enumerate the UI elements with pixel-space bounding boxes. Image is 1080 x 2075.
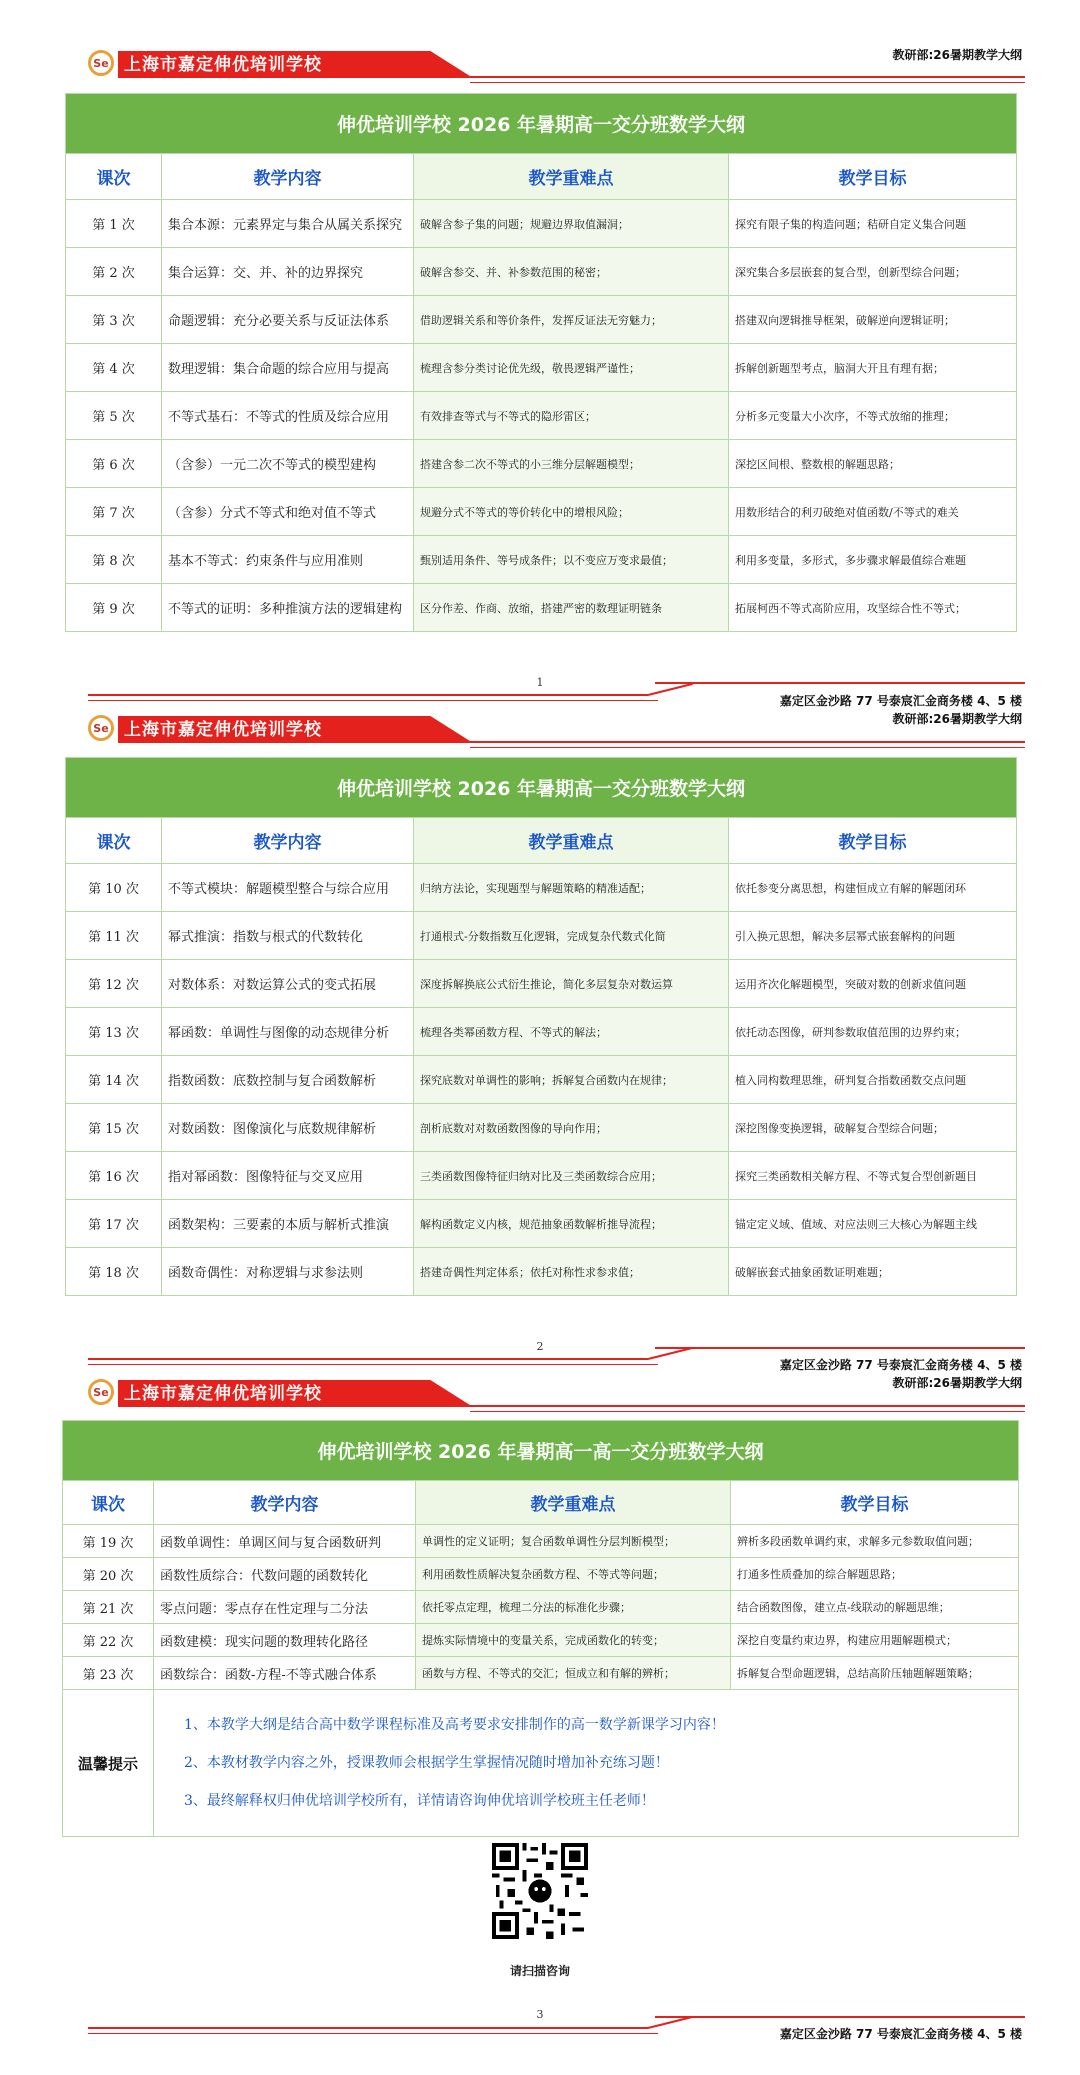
table-row: [66, 488, 1017, 536]
goal-cell: 搭建双向逻辑推导框架，破解逆向逻辑证明；: [729, 296, 1017, 344]
table-row: [66, 864, 1017, 912]
table-row: [63, 1591, 1019, 1624]
goal-cell: 深挖自变量约束边界，构建应用题解题模式；: [731, 1624, 1019, 1657]
tip-item: 3、最终解释权归伸优培训学校所有，详情请咨询伸优培训学校班主任老师！: [184, 1793, 655, 1809]
table-row: [66, 1056, 1017, 1104]
table-row: [66, 536, 1017, 584]
key-cell: 甄别适用条件、等号成条件；以不变应万变求最值；: [414, 536, 729, 584]
table-row: [66, 960, 1017, 1008]
lesson-cell: 第 17 次: [66, 1200, 162, 1248]
lesson-cell: 第 19 次: [63, 1525, 154, 1558]
header-rule: [470, 1411, 1025, 1412]
table-row: [66, 344, 1017, 392]
content-cell: 不等式模块：解题模型整合与综合应用: [162, 864, 414, 912]
lesson-cell: 第 11 次: [66, 912, 162, 960]
table-title: 伸优培训学校 2026 年暑期高一交分班数学大纲: [66, 758, 1017, 818]
tip-item: 1、本教学大纲是结合高中数学课程标准及高考要求安排制作的高一数学新课学习内容！: [184, 1717, 725, 1733]
content-cell: 指数函数：底数控制与复合函数解析: [162, 1056, 414, 1104]
content-cell: 函数奇偶性：对称逻辑与求参法则: [162, 1248, 414, 1296]
tips-box: [154, 1690, 1019, 1837]
goal-cell: 引入换元思想，解决多层幂式嵌套解构的问题: [729, 912, 1017, 960]
footer-rule: [88, 694, 648, 696]
goal-cell: 锚定定义域、值域、对应法则三大核心为解题主线: [729, 1200, 1017, 1248]
key-cell: 梳理各类幂函数方程、不等式的解法；: [414, 1008, 729, 1056]
table-row: [66, 392, 1017, 440]
key-cell: 剖析底数对对数函数图像的导向作用；: [414, 1104, 729, 1152]
school-name: 上海市嘉定伸优培训学校: [124, 720, 322, 740]
header-rule: [455, 76, 1025, 78]
footer-address: 嘉定区金沙路 77 号泰宸汇金商务楼 4、5 楼: [779, 2027, 1022, 2041]
col-header-goals: 教学目标: [731, 1481, 1019, 1525]
goal-cell: 运用齐次化解题模型，突破对数的创新求值问题: [729, 960, 1017, 1008]
footer-rule: [88, 1358, 648, 1360]
goal-cell: 深究集合多层嵌套的复合型，创新型综合问题；: [729, 248, 1017, 296]
key-cell: 破解含参子集的问题；规避边界取值漏洞；: [414, 200, 729, 248]
content-cell: 函数综合：函数-方程-不等式融合体系: [154, 1657, 416, 1690]
lesson-cell: 第 22 次: [63, 1624, 154, 1657]
goal-cell: 分析多元变量大小次序，不等式放缩的推理；: [729, 392, 1017, 440]
qr-code[interactable]: [492, 1843, 588, 1939]
key-cell: 搭建含参二次不等式的小三维分层解题模型；: [414, 440, 729, 488]
header-rule: [470, 82, 1025, 83]
key-cell: 借助逻辑关系和等价条件，发挥反证法无穷魅力；: [414, 296, 729, 344]
goal-cell: 结合函数图像，建立点-线联动的解题思维；: [731, 1591, 1019, 1624]
key-cell: 提炼实际情境中的变量关系，完成函数化的转变；: [416, 1624, 731, 1657]
goal-cell: 探究三类函数相关解方程、不等式复合型创新题目: [729, 1152, 1017, 1200]
tip-item: 2、本教材教学内容之外，授课教师会根据学生掌握情况随时增加补充练习题！: [184, 1755, 669, 1771]
key-cell: 规避分式不等式的等价转化中的增根风险；: [414, 488, 729, 536]
content-cell: 函数单调性：单调区间与复合函数研判: [154, 1525, 416, 1558]
lesson-cell: 第 4 次: [66, 344, 162, 392]
school-logo: Se: [88, 715, 114, 741]
lesson-cell: 第 23 次: [63, 1657, 154, 1690]
goal-cell: 依托参变分离思想，构建恒成立有解的解题闭环: [729, 864, 1017, 912]
lesson-cell: 第 16 次: [66, 1152, 162, 1200]
key-cell: 破解含参交、并、补参数范围的秘密；: [414, 248, 729, 296]
table-title: 伸优培训学校 2026 年暑期高一高一交分班数学大纲: [63, 1421, 1019, 1481]
key-cell: 函数与方程、不等式的交汇；恒成立和有解的辨析；: [416, 1657, 731, 1690]
content-cell: 指对幂函数：图像特征与交叉应用: [162, 1152, 414, 1200]
goal-cell: 拓展柯西不等式高阶应用，攻坚综合性不等式；: [729, 584, 1017, 632]
content-cell: 函数性质综合：代数问题的函数转化: [154, 1558, 416, 1591]
goal-cell: 深挖区间根、整数根的解题思路；: [729, 440, 1017, 488]
goal-cell: 用数形结合的利刃破绝对值函数/不等式的难关: [729, 488, 1017, 536]
goal-cell: 植入同构数理思维，研判复合指数函数交点问题: [729, 1056, 1017, 1104]
footer-rule: [88, 2027, 648, 2029]
lesson-cell: 第 18 次: [66, 1248, 162, 1296]
lesson-cell: 第 14 次: [66, 1056, 162, 1104]
lesson-cell: 第 21 次: [63, 1591, 154, 1624]
header-rule: [455, 1405, 1025, 1407]
school-logo: Se: [88, 50, 114, 76]
content-cell: （含参）一元二次不等式的模型建构: [162, 440, 414, 488]
goal-cell: 拆解创新题型考点，脑洞大开且有理有据；: [729, 344, 1017, 392]
footer-rule: [655, 1347, 1025, 1349]
school-name: 上海市嘉定伸优培训学校: [124, 55, 322, 75]
page-header: [0, 40, 1080, 92]
page-number: 3: [536, 2008, 544, 2021]
content-cell: 对数函数：图像演化与底数规律解析: [162, 1104, 414, 1152]
key-cell: 归纳方法论，实现题型与解题策略的精准适配；: [414, 864, 729, 912]
col-header-content: 教学内容: [162, 154, 414, 200]
table-row: [63, 1624, 1019, 1657]
goal-cell: 辨析多段函数单调约束，求解多元参数取值问题；: [731, 1525, 1019, 1558]
footer-address: 嘉定区金沙路 77 号泰宸汇金商务楼 4、5 楼: [779, 694, 1022, 708]
content-cell: 幂式推演：指数与根式的代数转化: [162, 912, 414, 960]
syllabus-table: [65, 93, 1017, 632]
key-cell: 搭建奇偶性判定体系；依托对称性求参求值；: [414, 1248, 729, 1296]
content-cell: 函数架构：三要素的本质与解析式推演: [162, 1200, 414, 1248]
lesson-cell: 第 12 次: [66, 960, 162, 1008]
content-cell: 对数体系：对数运算公式的变式拓展: [162, 960, 414, 1008]
content-cell: 函数建模：现实问题的数理转化路径: [154, 1624, 416, 1657]
lesson-cell: 第 13 次: [66, 1008, 162, 1056]
table-row: [66, 200, 1017, 248]
qr-caption: 请扫描咨询: [509, 1964, 570, 1978]
content-cell: 不等式的证明：多种推演方法的逻辑建构: [162, 584, 414, 632]
header-rule: [455, 741, 1025, 743]
table-row: [66, 1008, 1017, 1056]
goal-cell: 深挖图像变换逻辑，破解复合型综合问题；: [729, 1104, 1017, 1152]
goal-cell: 拆解复合型命题逻辑，总结高阶压轴题解题策略；: [731, 1657, 1019, 1690]
key-cell: 区分作差、作商、放缩，搭建严密的数理证明链条: [414, 584, 729, 632]
footer-rule: [655, 682, 1025, 684]
lesson-cell: 第 5 次: [66, 392, 162, 440]
page-header: [0, 705, 1080, 757]
content-cell: 基本不等式：约束条件与应用准则: [162, 536, 414, 584]
lesson-cell: 第 10 次: [66, 864, 162, 912]
page-header: [0, 1369, 1080, 1421]
key-cell: 单调性的定义证明；复合函数单调性分层判断模型；: [416, 1525, 731, 1558]
content-cell: 命题逻辑：充分必要关系与反证法体系: [162, 296, 414, 344]
footer-rule: [88, 1364, 658, 1365]
key-cell: 三类函数图像特征归纳对比及三类函数综合应用；: [414, 1152, 729, 1200]
footer-rule: [88, 2033, 658, 2034]
table-row: [63, 1657, 1019, 1690]
content-cell: （含参）分式不等式和绝对值不等式: [162, 488, 414, 536]
col-header-content: 教学内容: [162, 818, 414, 864]
table-row: [66, 1200, 1017, 1248]
col-header-goals: 教学目标: [729, 818, 1017, 864]
table-row: [66, 912, 1017, 960]
school-logo: Se: [88, 1379, 114, 1405]
content-cell: 数理逻辑：集合命题的综合应用与提高: [162, 344, 414, 392]
col-header-content: 教学内容: [154, 1481, 416, 1525]
key-cell: 利用函数性质解决复杂函数方程、不等式等问题；: [416, 1558, 731, 1591]
goal-cell: 打通多性质叠加的综合解题思路；: [731, 1558, 1019, 1591]
lesson-cell: 第 2 次: [66, 248, 162, 296]
key-cell: 打通根式-分数指数互化逻辑，完成复杂代数式化简: [414, 912, 729, 960]
table-row: [66, 1104, 1017, 1152]
key-cell: 解构函数定义内核，规范抽象函数解析推导流程；: [414, 1200, 729, 1248]
goal-cell: 利用多变量，多形式，多步骤求解最值综合难题: [729, 536, 1017, 584]
col-header-key-points: 教学重难点: [414, 818, 729, 864]
page-number: 1: [536, 676, 544, 689]
footer-rule: [655, 2016, 1025, 2018]
table-row: [63, 1558, 1019, 1591]
content-cell: 不等式基石：不等式的性质及综合应用: [162, 392, 414, 440]
key-cell: 梳理含参分类讨论优先级，敬畏逻辑严谨性；: [414, 344, 729, 392]
footer-address: 嘉定区金沙路 77 号泰宸汇金商务楼 4、5 楼: [779, 1358, 1022, 1372]
goal-cell: 破解嵌套式抽象函数证明难题；: [729, 1248, 1017, 1296]
col-header-key-points: 教学重难点: [416, 1481, 731, 1525]
col-header-goals: 教学目标: [729, 154, 1017, 200]
page-number: 2: [536, 1340, 544, 1353]
lesson-cell: 第 15 次: [66, 1104, 162, 1152]
col-header-lesson: 课次: [63, 1481, 154, 1525]
table-row: [66, 296, 1017, 344]
dept-label: 教研部:26暑期教学大纲: [892, 48, 1022, 62]
lesson-cell: 第 7 次: [66, 488, 162, 536]
dept-label: 教研部:26暑期教学大纲: [892, 712, 1022, 726]
header-rule: [470, 747, 1025, 748]
content-cell: 零点问题：零点存在性定理与二分法: [154, 1591, 416, 1624]
lesson-cell: 第 20 次: [63, 1558, 154, 1591]
table-row: [66, 248, 1017, 296]
content-cell: 幂函数：单调性与图像的动态规律分析: [162, 1008, 414, 1056]
key-cell: 深度拆解换底公式衍生推论，简化多层复杂对数运算: [414, 960, 729, 1008]
key-cell: 依托零点定理，梳理二分法的标准化步骤；: [416, 1591, 731, 1624]
lesson-cell: 第 3 次: [66, 296, 162, 344]
content-cell: 集合运算：交、并、补的边界探究: [162, 248, 414, 296]
key-cell: 有效排查等式与不等式的隐形雷区；: [414, 392, 729, 440]
col-header-key-points: 教学重难点: [414, 154, 729, 200]
tips-label: 温馨提示: [63, 1690, 154, 1837]
syllabus-table: [65, 757, 1017, 1296]
key-cell: 探究底数对单调性的影响；拆解复合函数内在规律；: [414, 1056, 729, 1104]
content-cell: 集合本源：元素界定与集合从属关系探究: [162, 200, 414, 248]
goal-cell: 探究有限子集的构造问题；秸研自定义集合问题: [729, 200, 1017, 248]
table-row: [66, 440, 1017, 488]
table-row: [66, 1152, 1017, 1200]
lesson-cell: 第 8 次: [66, 536, 162, 584]
table-title: 伸优培训学校 2026 年暑期高一交分班数学大纲: [66, 94, 1017, 154]
col-header-lesson: 课次: [66, 154, 162, 200]
table-row: [66, 1248, 1017, 1296]
col-header-lesson: 课次: [66, 818, 162, 864]
lesson-cell: 第 1 次: [66, 200, 162, 248]
lesson-cell: 第 9 次: [66, 584, 162, 632]
table-row: [63, 1525, 1019, 1558]
footer-rule: [88, 700, 658, 701]
table-row: [66, 584, 1017, 632]
dept-label: 教研部:26暑期教学大纲: [892, 1376, 1022, 1390]
school-name: 上海市嘉定伸优培训学校: [124, 1384, 322, 1404]
syllabus-table: [62, 1420, 1019, 1837]
lesson-cell: 第 6 次: [66, 440, 162, 488]
goal-cell: 依托动态图像，研判参数取值范围的边界约束；: [729, 1008, 1017, 1056]
